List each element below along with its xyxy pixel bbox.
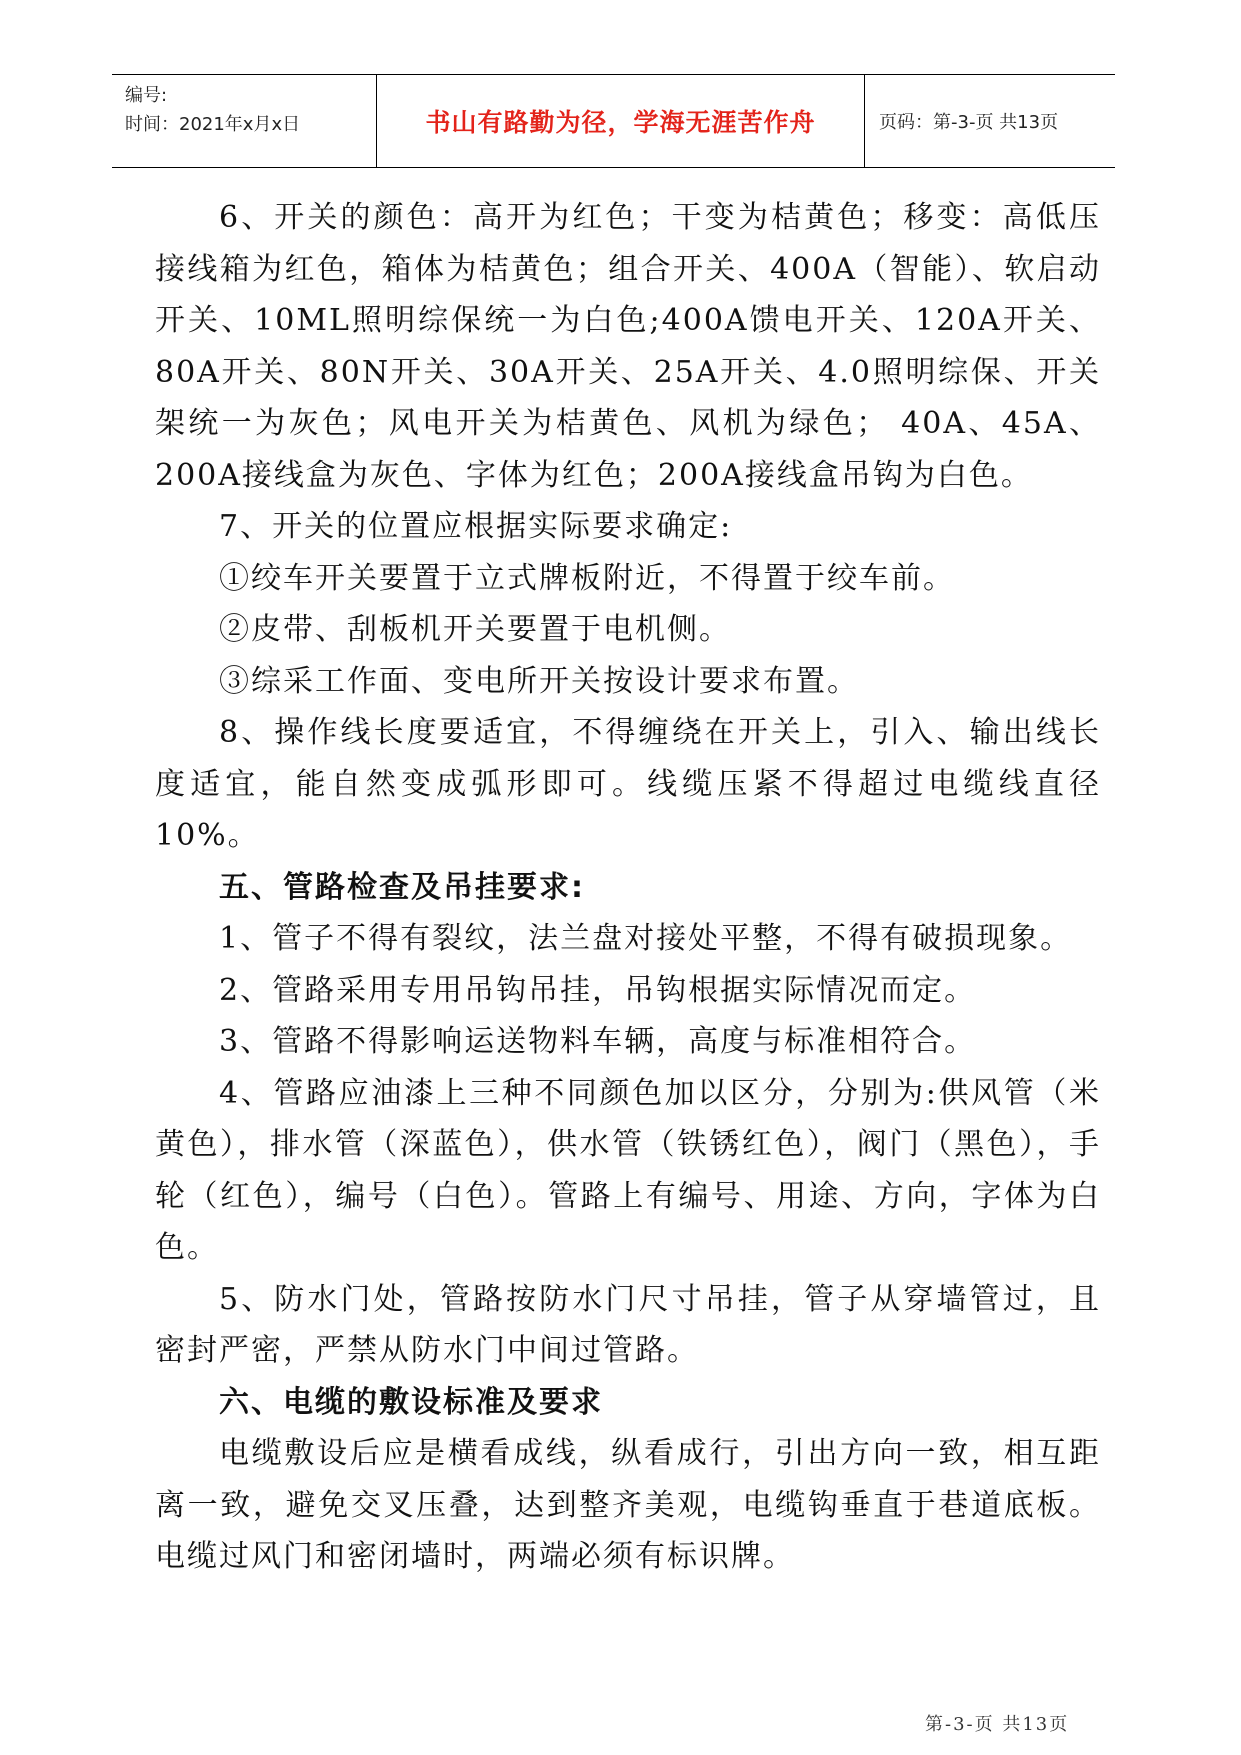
section-heading: 五、管路检查及吊挂要求: <box>219 869 585 905</box>
header-meta <box>112 75 376 167</box>
document-body <box>155 192 1101 1583</box>
page-footer: 第-3-页 共13页 <box>925 1714 1070 1735</box>
paragraph: 5、防水门处，管路按防水门尺寸吊挂，管子从穿墙管过，且密封严密，严禁从防水门中间过管路。 <box>155 1281 1101 1368</box>
paragraph: ②皮带、刮板机开关要置于电机侧。 <box>219 612 731 647</box>
document-header <box>112 74 1115 168</box>
time-label: 时间：2021年x月x日 <box>125 114 301 135</box>
header-motto: 书山有路勤为径，学海无涯苦作舟 <box>376 75 865 167</box>
paragraph: ③综采工作面、变电所开关按设计要求布置。 <box>219 663 859 699</box>
paragraph: 电缆敷设后应是横看成线，纵看成行，引出方向一致，相互距离一致，避免交叉压叠，达到整齐美观，电缆钩垂直于巷道底板。电缆过风门和密闭墙时，两端必须有标识牌。 <box>155 1436 1101 1574</box>
paragraph: 7、开关的位置应根据实际要求确定: <box>219 509 733 544</box>
paragraph: ①绞车开关要置于立式牌板附近，不得置于绞车前。 <box>219 560 955 596</box>
paragraph: 3、管路不得影响运送物料车辆，高度与标准相符合。 <box>219 1024 977 1059</box>
paragraph: 2、管路采用专用吊钩吊挂，吊钩根据实际情况而定。 <box>219 972 977 1008</box>
paragraph: 1、管子不得有裂纹，法兰盘对接处平整，不得有破损现象。 <box>219 921 1073 956</box>
paragraph: 8、操作线长度要适宜，不得缠绕在开关上，引入、输出线长度适宜，能自然变成弧形即可。线缆压紧不得超过电缆线直径10%。 <box>155 715 1101 853</box>
paragraph: 6、开关的颜色：高开为红色；干变为桔黄色；移变：高低压接线箱为红色，箱体为桔黄色；组合开关、400A（智能）、软启动开关、10ML照明综保统一为白色;400A馈电开关、120A开关、80A开关、80N开关、30A开关、25A开关、4.0照明综保、开关架统一为灰色；风电开关为桔黄色、风机为绿色； 40A、45A、200A接线盒为灰色、字体为红色；200A接线盒吊钩为白色。 <box>155 200 1101 493</box>
section-heading: 六、电缆的敷设标准及要求 <box>219 1384 603 1420</box>
paragraph: 4、管路应油漆上三种不同颜色加以区分，分别为:供风管（米黄色），排水管（深蓝色），供水管（铁锈红色），阀门（黑色），手轮（红色），编号（白色）。管路上有编号、用途、方向，字体为白色。 <box>155 1075 1101 1265</box>
header-page-info: 页码：第-3-页 共13页 <box>879 112 1059 133</box>
number-label: 编号: <box>125 85 168 106</box>
